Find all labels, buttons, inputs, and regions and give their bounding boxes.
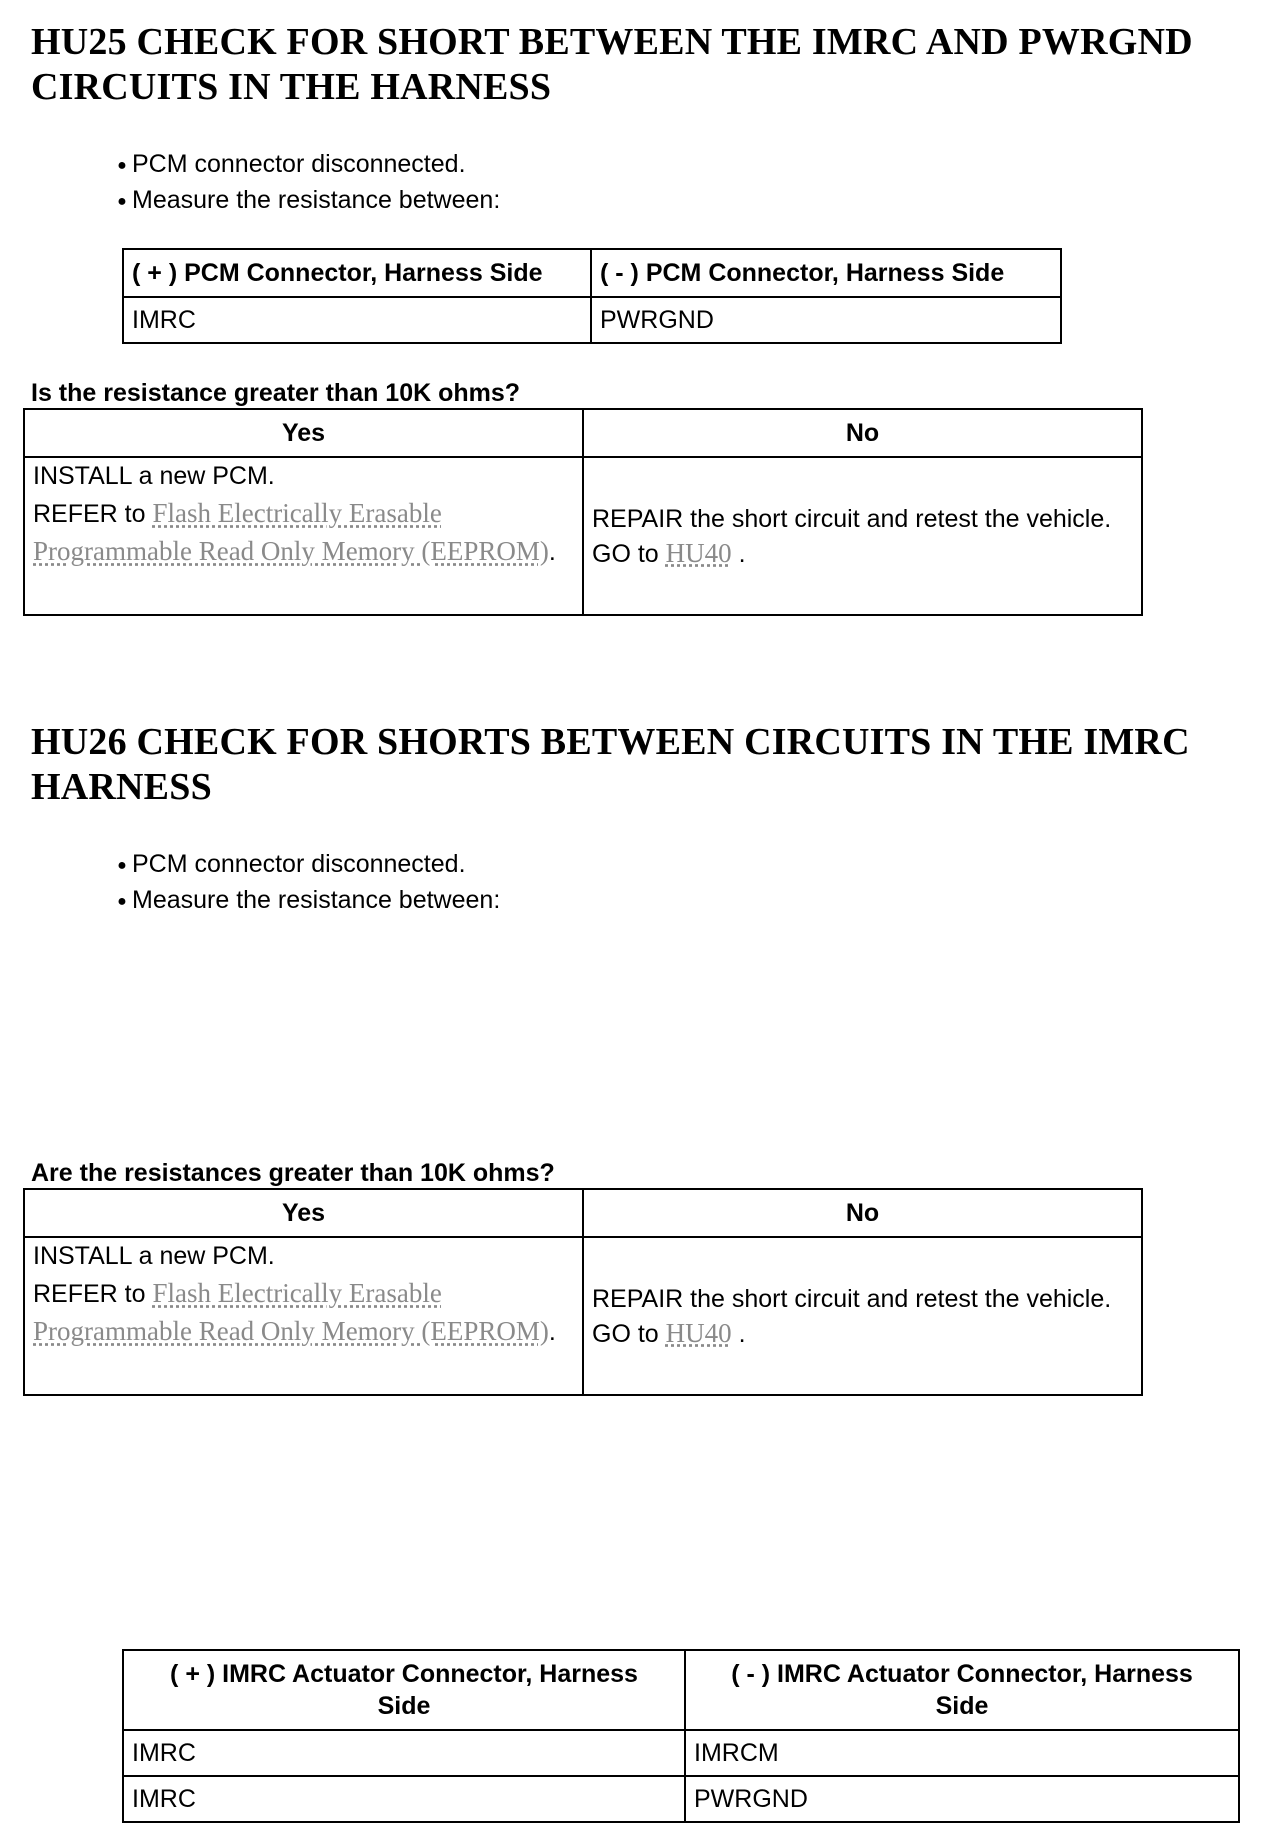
no-action-cell: REPAIR the short circuit and retest the vehicle. GO to HU40 .	[583, 1237, 1142, 1395]
no-action-text: REPAIR the short circuit and retest the vehicle.	[592, 504, 1112, 533]
goto-text: GO to	[592, 539, 659, 568]
goto-text: GO to	[592, 1319, 659, 1348]
column-header: ( + ) PCM Connector, Harness Side	[123, 249, 591, 297]
table-row	[123, 297, 1061, 343]
table-cell: PWRGND	[591, 297, 1061, 343]
hu40-link[interactable]: HU40	[665, 537, 732, 568]
no-header: No	[583, 409, 1142, 457]
result-table	[23, 1188, 1143, 1396]
eeprom-link[interactable]: Flash Electrically Erasable Programmable Read Only Memory (EEPROM)	[33, 498, 549, 566]
bullet-icon: ●	[117, 893, 127, 910]
hu40-link[interactable]: HU40	[665, 1317, 732, 1348]
list-item: ● Measure the resistance between:	[112, 883, 500, 919]
section-heading: HU26 CHECK FOR SHORTS BETWEEN CIRCUITS IN THE IMRC HARNESS	[31, 721, 1190, 808]
table-cell: PWRGND	[685, 1776, 1239, 1822]
yes-header: Yes	[24, 1189, 583, 1237]
column-header: ( - ) IMRC Actuator Connector, Harness Side	[685, 1650, 1239, 1730]
table-cell: IMRCM	[685, 1730, 1239, 1776]
bullet-icon: ●	[117, 193, 127, 210]
question-text: Is the resistance greater than 10K ohms?	[31, 379, 521, 407]
list-item: ● PCM connector disconnected.	[112, 147, 500, 183]
table-cell: IMRC	[123, 1776, 685, 1822]
bullet-list	[112, 847, 500, 919]
list-item: ● PCM connector disconnected.	[112, 847, 500, 883]
refer-text: REFER to	[33, 500, 146, 528]
yes-header: Yes	[24, 409, 583, 457]
bullet-icon: ●	[117, 857, 127, 874]
yes-action-cell: INSTALL a new PCM. REFER to Flash Electrically Erasable Programmable Read Only Memory (EEPROM).	[24, 1237, 583, 1395]
yes-action-cell: INSTALL a new PCM. REFER to Flash Electrically Erasable Programmable Read Only Memory (EEPROM).	[24, 457, 583, 615]
eeprom-link[interactable]: Flash Electrically Erasable Programmable Read Only Memory (EEPROM)	[33, 1278, 549, 1346]
table-cell: IMRC	[123, 1730, 685, 1776]
table-row	[24, 457, 1142, 615]
table-row	[123, 1776, 1239, 1822]
column-header: ( - ) PCM Connector, Harness Side	[591, 249, 1061, 297]
list-item: ● Measure the resistance between:	[112, 183, 500, 219]
no-header: No	[583, 1189, 1142, 1237]
measurement-table	[122, 1649, 1240, 1823]
no-action-cell: REPAIR the short circuit and retest the vehicle. GO to HU40 .	[583, 457, 1142, 615]
table-row	[123, 1730, 1239, 1776]
measurement-table	[122, 248, 1062, 344]
refer-text: REFER to	[33, 1280, 146, 1308]
yes-action-text: INSTALL a new PCM.	[33, 1242, 275, 1270]
question-text: Are the resistances greater than 10K ohms?	[31, 1159, 555, 1187]
table-row	[24, 1237, 1142, 1395]
column-header: ( + ) IMRC Actuator Connector, Harness Side	[123, 1650, 685, 1730]
bullet-icon: ●	[117, 157, 127, 174]
table-cell: IMRC	[123, 297, 591, 343]
no-action-text: REPAIR the short circuit and retest the vehicle.	[592, 1284, 1112, 1313]
yes-action-text: INSTALL a new PCM.	[33, 462, 275, 490]
bullet-list	[112, 147, 500, 219]
result-table	[23, 408, 1143, 616]
section-heading: HU25 CHECK FOR SHORT BETWEEN THE IMRC AND PWRGND CIRCUITS IN THE HARNESS	[31, 21, 1193, 108]
